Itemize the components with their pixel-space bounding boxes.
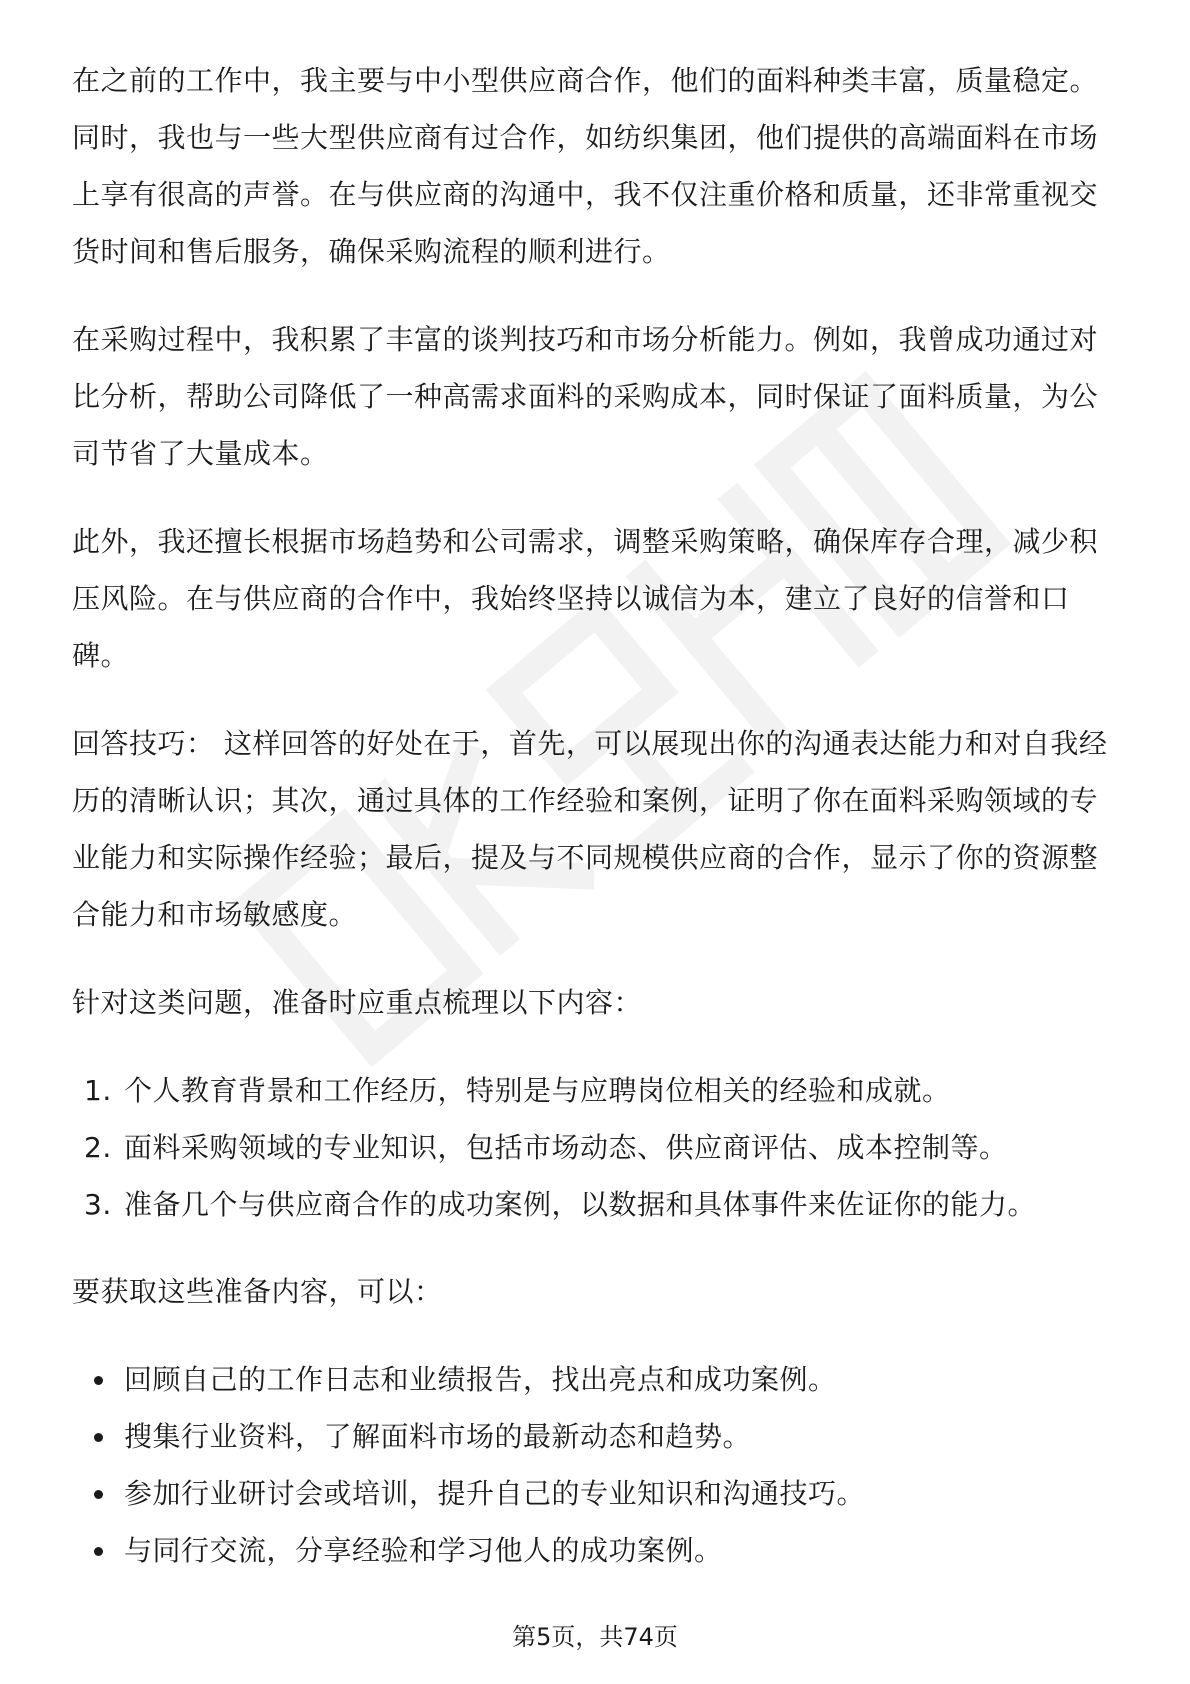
list-item-text: 回顾自己的工作日志和业绩报告，找出亮点和成功案例。 <box>124 1363 837 1396</box>
list-number: 2. <box>84 1131 112 1164</box>
bullet-list <box>72 1351 1118 1579</box>
list-item <box>72 1062 1118 1119</box>
page-footer: 第5页，共74页 <box>512 1623 678 1651</box>
bullet-icon <box>94 1490 103 1499</box>
list-item <box>72 1351 1118 1408</box>
paragraph-strategy: 此外，我还擅长根据市场趋势和公司需求，调整采购策略，确保库存合理，减少积压风险。在与供应商的合作中，我始终坚持以诚信为本，建立了良好的信誉和口碑。 <box>72 525 1099 672</box>
list-item <box>72 1119 1118 1176</box>
list-item-text: 参加行业研讨会或培训，提升自己的专业知识和沟通技巧。 <box>124 1477 866 1510</box>
paragraph-answer-tips: 回答技巧： 这样回答的好处在于，首先，可以展现出你的沟通表达能力和对自我经历的清晰认识；其次，通过具体的工作经验和案例，证明了你在面料采购领域的专业能力和实际操作经验；最后，提及与不同规模供应商的合作，显示了你的资源整合能力和市场敏感度。 <box>72 727 1108 931</box>
paragraph-prep-intro: 要获取这些准备内容，可以： <box>72 1275 443 1308</box>
list-item-text: 个人教育背景和工作经历，特别是与应聘岗位相关的经验和成就。 <box>124 1074 951 1107</box>
list-item <box>72 1465 1118 1522</box>
list-number: 1. <box>84 1074 112 1107</box>
list-item <box>72 1522 1118 1579</box>
list-item-text: 面料采购领域的专业知识，包括市场动态、供应商评估、成本控制等。 <box>124 1131 1008 1164</box>
bullet-icon <box>94 1547 103 1556</box>
list-item-text: 准备几个与供应商合作的成功案例，以数据和具体事件来佐证你的能力。 <box>124 1188 1037 1221</box>
list-item-text: 与同行交流，分享经验和学习他人的成功案例。 <box>124 1534 723 1567</box>
list-number: 3. <box>84 1188 112 1221</box>
paragraph-negotiation: 在采购过程中，我积累了丰富的谈判技巧和市场分析能力。例如，我曾成功通过对比分析，帮助公司降低了一种高需求面料的采购成本，同时保证了面料质量，为公司节省了大量成本。 <box>72 323 1099 470</box>
list-item <box>72 1176 1118 1233</box>
document-body <box>72 52 1118 1609</box>
paragraph-supplier-experience: 在之前的工作中，我主要与中小型供应商合作，他们的面料种类丰富，质量稳定。同时，我也与一些大型供应商有过合作，如纺织集团，他们提供的高端面料在市场上享有很高的声誉。在与供应商的沟通中，我不仅注重价格和质量，还非常重视交货时间和售后服务，确保采购流程的顺利进行。 <box>72 64 1099 268</box>
bullet-icon <box>94 1376 103 1385</box>
numbered-list <box>72 1062 1118 1233</box>
list-item-text: 搜集行业资料，了解面料市场的最新动态和趋势。 <box>124 1420 752 1453</box>
bullet-icon <box>94 1433 103 1442</box>
list-item <box>72 1408 1118 1465</box>
paragraph-prep-heading: 针对这类问题，准备时应重点梳理以下内容： <box>72 986 643 1019</box>
